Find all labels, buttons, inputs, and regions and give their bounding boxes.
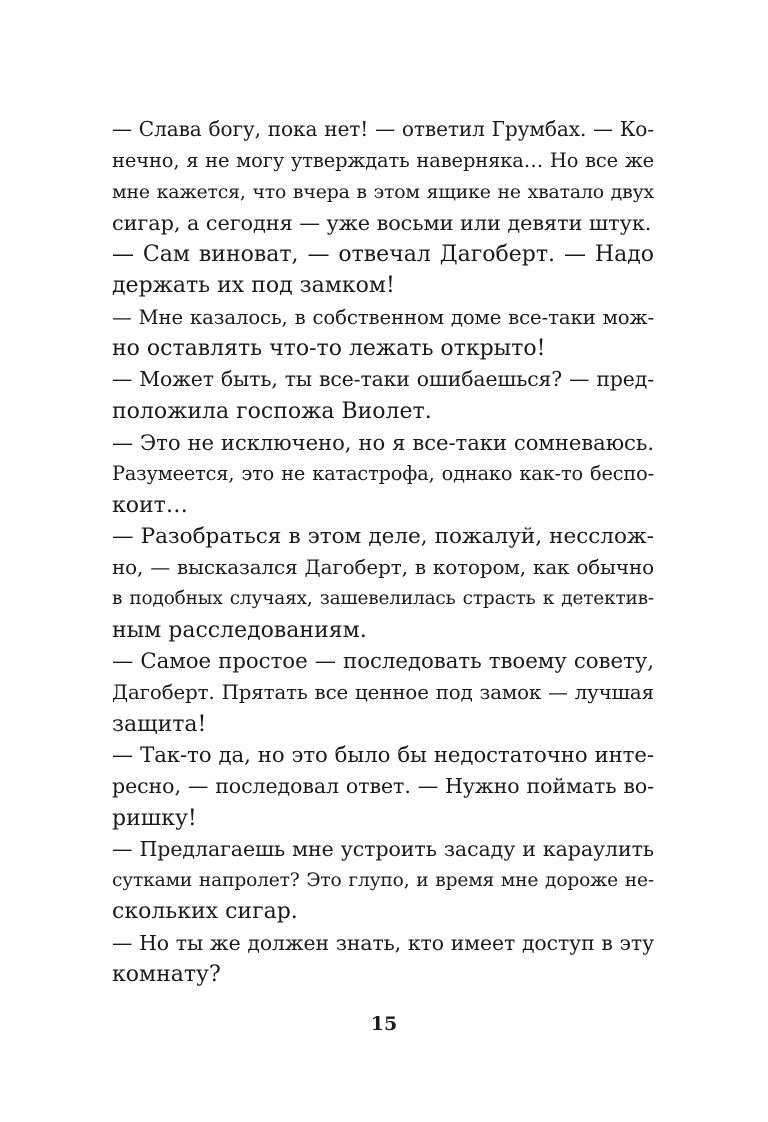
text-line: сутками напролет? Это глупо, и время мне дороже не- xyxy=(112,870,654,892)
body-text xyxy=(112,114,654,990)
text-line: — Самое простое — последовать твоему совету, xyxy=(112,649,654,675)
text-line: — Так-то да, но это было бы недостаточно инте- xyxy=(112,742,654,768)
text-line: ришку! xyxy=(112,805,197,831)
text-line: держать их под замком! xyxy=(112,273,395,299)
text-line: Разумеется, это не катастрофа, однако как-то беспо- xyxy=(112,462,654,486)
text-line: защита! xyxy=(112,711,207,737)
text-line: — Это не исключено, но я все-таки сомневаюсь. xyxy=(112,429,654,455)
text-line: но оставлять что-то лежать открыто! xyxy=(112,336,546,362)
text-line: — Предлагаешь мне устроить засаду и караулить xyxy=(112,836,654,861)
page-number: 15 xyxy=(370,1013,398,1035)
text-line: Дагоберт. Прятать все ценное под замок — лучшая xyxy=(112,681,654,705)
text-line: нечно, я не могу утверждать наверняка… Но все же xyxy=(112,149,654,173)
text-line: комнату? xyxy=(112,962,221,988)
text-line: положила госпожа Виолет. xyxy=(112,398,432,424)
text-line: сигар, а сегодня — уже восьми или девяти штук. xyxy=(112,210,652,235)
text-line: мне кажется, что вчера в этом ящике не хватало двух xyxy=(112,181,654,203)
text-line: ресно, — последовал ответ. — Нужно поймать во- xyxy=(112,774,654,799)
text-line: — Слава богу, пока нет! — ответил Грумбах. — Ко- xyxy=(112,117,654,141)
text-line: в подобных случаях, зашевелилась страсть к детектив- xyxy=(112,588,654,610)
text-line: ным расследованиям. xyxy=(112,617,367,643)
text-line: но, — высказался Дагоберт, в котором, как обычно xyxy=(112,556,654,580)
text-line: скольких сигар. xyxy=(112,899,298,925)
text-line: — Разобраться в этом деле, пожалуй, несслож- xyxy=(112,523,654,549)
text-line: — Но ты же должен знать, кто имеет доступ в эту xyxy=(112,930,654,955)
text-line: — Может быть, ты все-таки ошибаешься? — пред- xyxy=(112,367,654,392)
text-line: коит… xyxy=(112,492,188,518)
text-line: — Сам виноват, — отвечал Дагоберт. — Надо xyxy=(112,242,654,268)
text-line: — Мне казалось, в собственном доме все-таки мож- xyxy=(112,305,654,329)
